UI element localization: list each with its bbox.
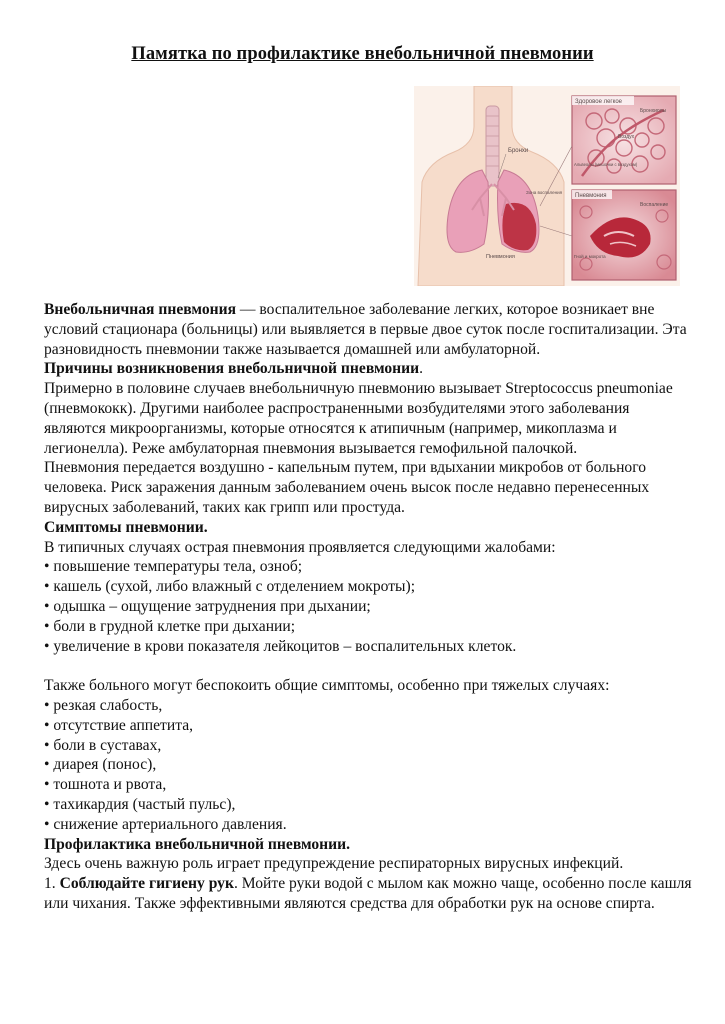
inflammation-label: Воспаление (640, 202, 669, 208)
causes-paragraph-2: Пневмония передается воздушно - капельным путем, при вдыхании микробов от больного человека. Риск заражения данным заболеванием очень высок после недавно перенесенных вирусных заболеваний, таких как грипп или простуда. (44, 459, 650, 516)
air-label: Воздух (618, 134, 635, 140)
general-symptoms-intro: Также больного могут беспокоить общие симптомы, особенно при тяжелых случаях: (44, 677, 610, 695)
causes-heading (44, 359, 694, 379)
list-item: • кашель (сухой, либо влажный с отделением мокроты); (44, 578, 416, 596)
prevention-item-number: 1. (44, 875, 60, 893)
alveoli-label: Альвеолы (мешочки с воздухом) (574, 162, 638, 167)
pneumonia-box-label: Пневмония (575, 193, 607, 199)
intro-paragraph (44, 300, 694, 359)
list-item: • резкая слабость, (44, 696, 163, 714)
prevention-item-text: . Мойте руки водой с мылом как можно чаще, особенно после кашля или чихания. Также эффективными являются средства для обработки рук на основе спирта. (44, 875, 692, 912)
causes-heading-text: Причины возникновения внебольничной пневмонии (44, 360, 420, 378)
causes-paragraph-1: Примерно в половине случаев внебольничную пневмонию вызывает Streptococcus pneumoniae (пневмококк). Другими наиболее распространенными возбудителями этого заболевания являются микроорганизмы, которые относятся к атипичным (например, микоплазма и легионелла). Реже амбулаторная пневмония вызывается гемофильной палочкой. (44, 380, 673, 457)
list-item: • увеличение в крови показателя лейкоцитов – воспалительных клеток. (44, 637, 517, 655)
bronchi-label: Бронхи (508, 148, 529, 154)
symptoms-heading: Симптомы пневмонии. (44, 518, 208, 536)
trachea (486, 106, 499, 186)
list-item: • отсутствие аппетита, (44, 716, 194, 734)
list-item: • боли в суставах, (44, 736, 162, 754)
inflamed-area-label: Зона воспаления (526, 190, 563, 195)
pneumonia-lung-label: Пневмония (486, 254, 515, 260)
list-item: • снижение артериального давления. (44, 815, 287, 833)
causes-heading-suffix: . (419, 360, 424, 378)
prevention-item-1 (44, 874, 694, 914)
spacer (44, 656, 694, 676)
intro-term: Внебольничная пневмония (44, 301, 237, 318)
list-item: • повышение температуры тела, озноб; (44, 558, 303, 576)
list-item: • диарея (понос), (44, 756, 157, 774)
page-title: Памятка по профилактике внебольничной пневмонии (131, 44, 594, 64)
list-item: • тахикардия (частый пульс), (44, 795, 236, 813)
bronchioles-label: Бронхиолы (640, 108, 667, 114)
list-item: • боли в грудной клетке при дыхании; (44, 617, 296, 635)
symptoms-intro: В типичных случаях острая пневмония проявляется следующими жалобами: (44, 538, 556, 556)
intro-text: — воспалительное заболевание легких, которое возникает вне условий стационара (больницы) или выявляется в первые двое суток после госпитализации. Эта разновидность пневмонии также называется домашней или амбулаторной. (44, 301, 687, 358)
prevention-intro: Здесь очень важную роль играет предупреждение респираторных вирусных инфекций. (44, 855, 624, 873)
pus-label: Гной и мокрота (574, 254, 606, 259)
document-body (44, 300, 694, 914)
healthy-alveoli-panel (572, 96, 676, 184)
list-item: • одышка – ощущение затруднения при дыхании; (44, 597, 371, 615)
healthy-lung-label: Здоровое легкое (575, 99, 622, 105)
prevention-item-title: Соблюдайте гигиену рук (59, 875, 234, 893)
list-item: • тошнота и рвота, (44, 776, 167, 794)
prevention-heading: Профилактика внебольничной пневмонии. (44, 835, 351, 853)
lung-illustration (414, 86, 680, 286)
pneumonia-alveoli-panel (572, 190, 676, 280)
